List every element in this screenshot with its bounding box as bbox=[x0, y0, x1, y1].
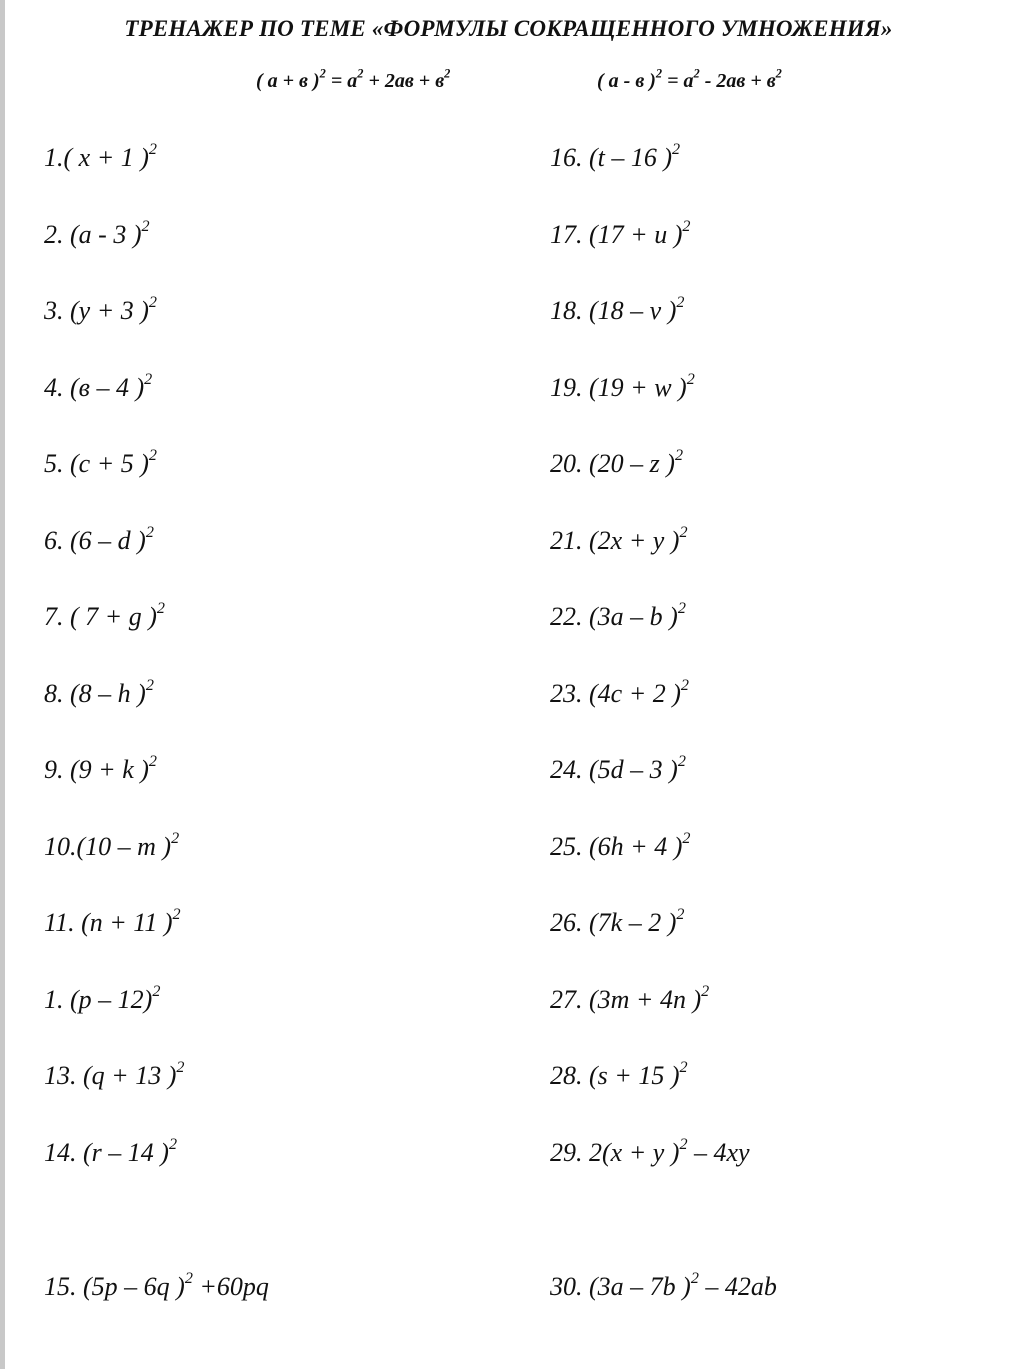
formula-lhs: ( а + в ) bbox=[256, 70, 320, 92]
exercise-item bbox=[44, 523, 154, 556]
exercise-expression: 17. (17 + u ) bbox=[550, 220, 683, 249]
exercise-item bbox=[44, 217, 150, 250]
exercise-expression: 29. 2(x + y ) bbox=[550, 1138, 680, 1167]
exercise-item bbox=[550, 752, 686, 785]
exercise-expression: 7. ( 7 + g ) bbox=[44, 602, 157, 631]
exercise-exponent: 2 bbox=[145, 523, 154, 541]
exercise-item bbox=[550, 676, 689, 709]
exercise-exponent: 2 bbox=[682, 829, 691, 847]
formula-rhs-part: = а bbox=[662, 70, 694, 92]
exercise-expression: 14. (r – 14 ) bbox=[44, 1138, 169, 1167]
exercise-exponent: 2 bbox=[679, 1135, 688, 1153]
exercise-expression: 15. (5p – 6q ) bbox=[44, 1272, 185, 1301]
exercise-exponent: 2 bbox=[168, 1135, 177, 1153]
exercise-exponent: 2 bbox=[145, 676, 154, 694]
exercise-item bbox=[550, 523, 688, 556]
exercise-expression: 1. (p – 12) bbox=[44, 985, 153, 1014]
exercise-item bbox=[44, 293, 157, 326]
exercise-expression: 19. (19 + w ) bbox=[550, 373, 687, 402]
exercise-expression: 24. (5d – 3 ) bbox=[550, 755, 678, 784]
page-title: ТРЕНАЖЕР ПО ТЕМЕ «ФОРМУЛЫ СОКРАЩЕННОГО УМНОЖЕНИЯ» bbox=[124, 16, 893, 41]
exercise-item bbox=[550, 829, 691, 862]
exercise-exponent: 2 bbox=[672, 140, 681, 158]
exercise-item bbox=[44, 829, 180, 862]
exercise-expression: 6. (6 – d ) bbox=[44, 526, 146, 555]
exercise-expression: 5. (c + 5 ) bbox=[44, 449, 149, 478]
exercise-item bbox=[44, 370, 153, 403]
exercise-expression: 13. (q + 13 ) bbox=[44, 1061, 177, 1090]
exercise-item bbox=[44, 676, 154, 709]
formula-rhs-part: = а bbox=[325, 70, 358, 92]
exercise-exponent: 2 bbox=[680, 676, 689, 694]
formula-exponent: 2 bbox=[693, 66, 700, 81]
exercise-expression: 30. (3a – 7b ) bbox=[550, 1272, 691, 1301]
page-left-edge bbox=[0, 0, 5, 1369]
formula-square-of-difference bbox=[597, 66, 782, 93]
exercise-item bbox=[550, 370, 695, 403]
exercise-exponent: 2 bbox=[679, 523, 688, 541]
exercise-tail: – 4xy bbox=[687, 1138, 750, 1167]
exercise-exponent: 2 bbox=[156, 599, 165, 617]
exercise-exponent: 2 bbox=[679, 1058, 688, 1076]
formula-exponent: 2 bbox=[775, 66, 782, 81]
exercise-exponent: 2 bbox=[184, 1269, 193, 1287]
exercise-item bbox=[44, 140, 157, 173]
exercise-item bbox=[550, 217, 691, 250]
exercise-tail: – 42ab bbox=[698, 1272, 777, 1301]
exercise-expression: 21. (2x + y ) bbox=[550, 526, 680, 555]
exercise-exponent: 2 bbox=[152, 982, 161, 1000]
exercise-item bbox=[44, 1058, 185, 1091]
exercise-expression: 23. (4c + 2 ) bbox=[550, 679, 681, 708]
exercise-exponent: 2 bbox=[674, 446, 683, 464]
exercise-exponent: 2 bbox=[148, 446, 157, 464]
exercise-item bbox=[550, 446, 683, 479]
exercise-expression: 22. (3a – b ) bbox=[550, 602, 678, 631]
exercise-item bbox=[550, 140, 681, 173]
exercise-exponent: 2 bbox=[148, 140, 157, 158]
exercise-expression: 28. (s + 15 ) bbox=[550, 1061, 680, 1090]
exercise-exponent: 2 bbox=[677, 599, 686, 617]
exercise-exponent: 2 bbox=[677, 752, 686, 770]
formula-exponent: 2 bbox=[655, 66, 663, 81]
exercise-item bbox=[44, 982, 161, 1015]
exercise-expression: 26. (7k – 2 ) bbox=[550, 908, 677, 937]
exercise-tail: +60pq bbox=[192, 1272, 269, 1301]
exercise-expression: 27. (3m + 4n ) bbox=[550, 985, 702, 1014]
exercise-item bbox=[550, 1135, 750, 1168]
exercise-expression: 25. (6h + 4 ) bbox=[550, 832, 683, 861]
exercise-item bbox=[44, 599, 165, 632]
exercise-item bbox=[550, 599, 686, 632]
exercise-expression: 11. (n + 11 ) bbox=[44, 908, 173, 937]
exercise-exponent: 2 bbox=[141, 217, 150, 235]
formula-square-of-sum bbox=[256, 66, 451, 93]
exercise-item bbox=[550, 905, 685, 938]
exercise-item bbox=[44, 752, 157, 785]
exercise-item bbox=[550, 1269, 777, 1302]
exercise-item bbox=[550, 1058, 688, 1091]
exercise-expression: 18. (18 – v ) bbox=[550, 296, 677, 325]
exercise-exponent: 2 bbox=[676, 293, 685, 311]
exercise-expression: 10.(10 – m ) bbox=[44, 832, 172, 861]
exercise-exponent: 2 bbox=[172, 905, 181, 923]
exercise-exponent: 2 bbox=[686, 370, 695, 388]
exercise-exponent: 2 bbox=[144, 370, 153, 388]
exercise-item bbox=[550, 293, 685, 326]
exercise-expression: 2. (a - 3 ) bbox=[44, 220, 142, 249]
exercise-expression: 3. (y + 3 ) bbox=[44, 296, 149, 325]
exercise-item bbox=[44, 1269, 269, 1302]
exercise-expression: 1.( x + 1 ) bbox=[44, 143, 149, 172]
exercise-item bbox=[44, 1135, 177, 1168]
exercise-expression: 9. (9 + k ) bbox=[44, 755, 149, 784]
formula-lhs: ( а - в ) bbox=[597, 70, 656, 92]
formula-exponent: 2 bbox=[357, 66, 364, 81]
formula-rhs-part: - 2ав + в bbox=[699, 70, 776, 92]
exercise-exponent: 2 bbox=[701, 982, 710, 1000]
exercise-exponent: 2 bbox=[690, 1269, 699, 1287]
exercise-expression: 8. (8 – h ) bbox=[44, 679, 146, 708]
formula-rhs-part: + 2ав + в bbox=[363, 70, 445, 92]
exercise-expression: 20. (20 – z ) bbox=[550, 449, 675, 478]
exercise-item bbox=[44, 446, 157, 479]
exercise-exponent: 2 bbox=[682, 217, 691, 235]
exercise-expression: 4. (в – 4 ) bbox=[44, 373, 145, 402]
formula-exponent: 2 bbox=[319, 66, 326, 81]
exercise-exponent: 2 bbox=[176, 1058, 185, 1076]
exercise-exponent: 2 bbox=[676, 905, 685, 923]
exercise-item bbox=[550, 982, 710, 1015]
exercise-item bbox=[44, 905, 181, 938]
exercise-expression: 16. (t – 16 ) bbox=[550, 143, 673, 172]
formula-exponent: 2 bbox=[444, 66, 451, 81]
exercise-exponent: 2 bbox=[171, 829, 180, 847]
exercise-exponent: 2 bbox=[148, 752, 157, 770]
exercise-exponent: 2 bbox=[148, 293, 157, 311]
